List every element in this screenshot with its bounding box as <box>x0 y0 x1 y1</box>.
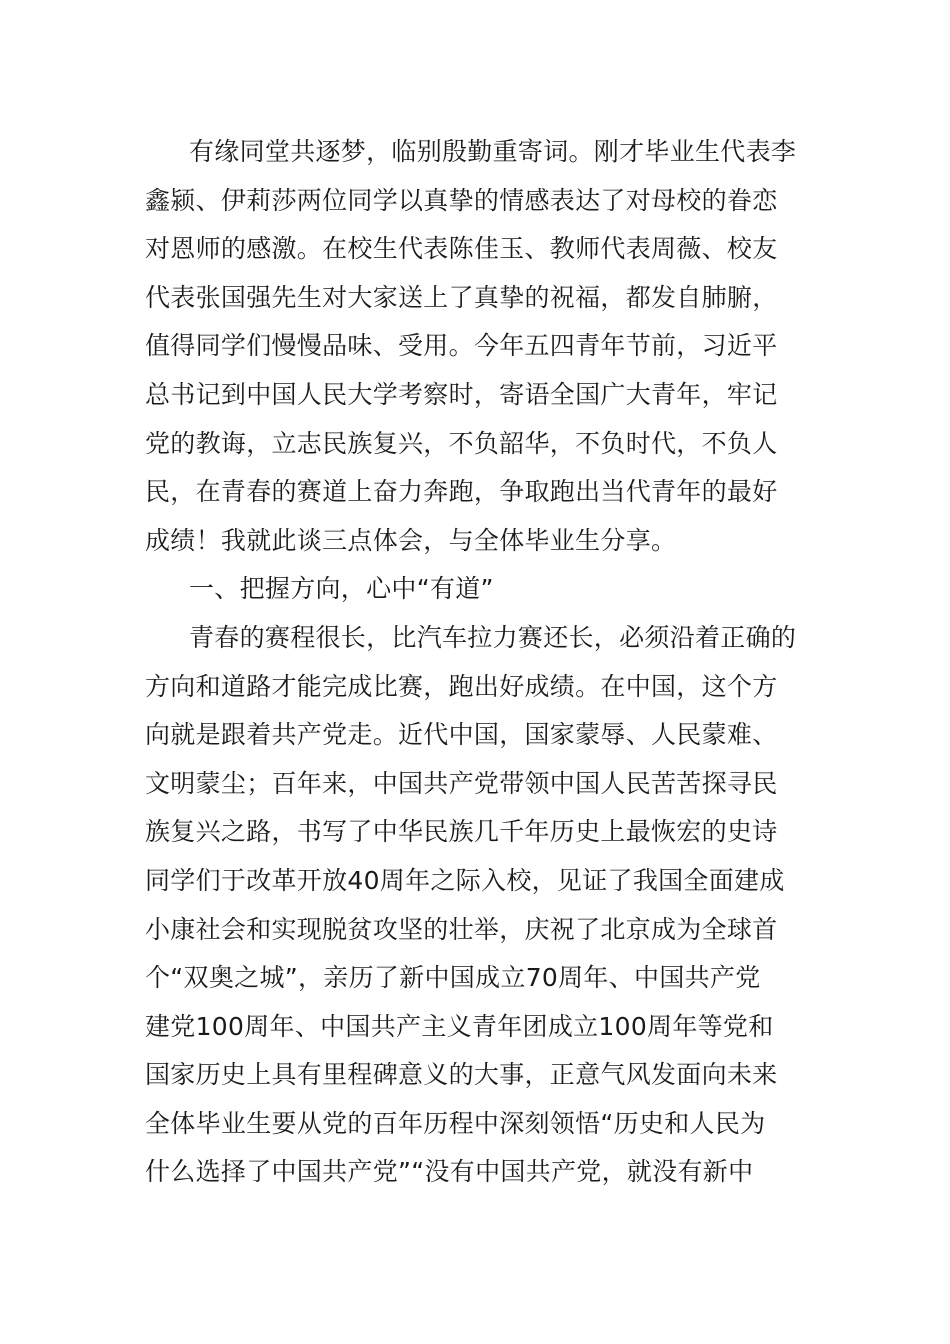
text-line: 党的教诲，立志民族复兴，不负韶华，不负时代，不负人 <box>145 428 778 458</box>
text-line: 同学们于改革开放40周年之际入校，见证了我国全面建成 <box>145 865 785 895</box>
text-line: 什么选择了中国共产党”“没有中国共产党，就没有新中 <box>145 1157 754 1187</box>
body-text <box>145 128 815 1197</box>
text-line: 族复兴之路，书写了中华民族几千年历史上最恢宏的史诗 <box>145 817 778 847</box>
text-line: 文明蒙尘；百年来，中国共产党带领中国人民苦苦探寻民 <box>145 768 778 798</box>
text-line: 代表张国强先生对大家送上了真挚的祝福，都发自肺腑， <box>145 282 778 312</box>
text-line: 鑫颍、伊莉莎两位同学以真挚的情感表达了对母校的眷恋 <box>145 185 778 215</box>
text-line: 民，在青春的赛道上奋力奔跑，争取跑出当代青年的最好 <box>145 477 778 507</box>
text-line: 方向和道路才能完成比赛，跑出好成绩。在中国，这个方 <box>145 671 778 701</box>
section-heading: 一、把握方向，心中“有道” <box>189 574 494 604</box>
text-line: 个“双奥之城”，亲历了新中国成立70周年、中国共产党 <box>145 963 761 993</box>
text-line: 值得同学们慢慢品味、受用。今年五四青年节前，习近平 <box>145 331 778 361</box>
text-line: 成绩！我就此谈三点体会，与全体毕业生分享。 <box>145 525 677 555</box>
text-line: 建党100周年、中国共产主义青年团成立100周年等党和 <box>145 1011 774 1041</box>
text-line: 总书记到中国人民大学考察时，寄语全国广大青年，牢记 <box>145 379 778 409</box>
text-line: 青春的赛程很长，比汽车拉力赛还长，必须沿着正确的 <box>189 622 797 652</box>
text-line: 全体毕业生要从党的百年历程中深刻领悟“历史和人民为 <box>145 1108 766 1138</box>
text-line: 对恩师的感激。在校生代表陈佳玉、教师代表周薇、校友 <box>145 234 778 264</box>
text-line: 有缘同堂共逐梦，临别殷勤重寄词。刚才毕业生代表李 <box>189 137 797 166</box>
text-line: 国家历史上具有里程碑意义的大事，正意气风发面向未来 <box>145 1060 778 1090</box>
text-line: 向就是跟着共产党走。近代中国，国家蒙辱、人民蒙难、 <box>145 720 778 750</box>
text-line: 小康社会和实现脱贫攻坚的壮举，庆祝了北京成为全球首 <box>145 914 778 944</box>
